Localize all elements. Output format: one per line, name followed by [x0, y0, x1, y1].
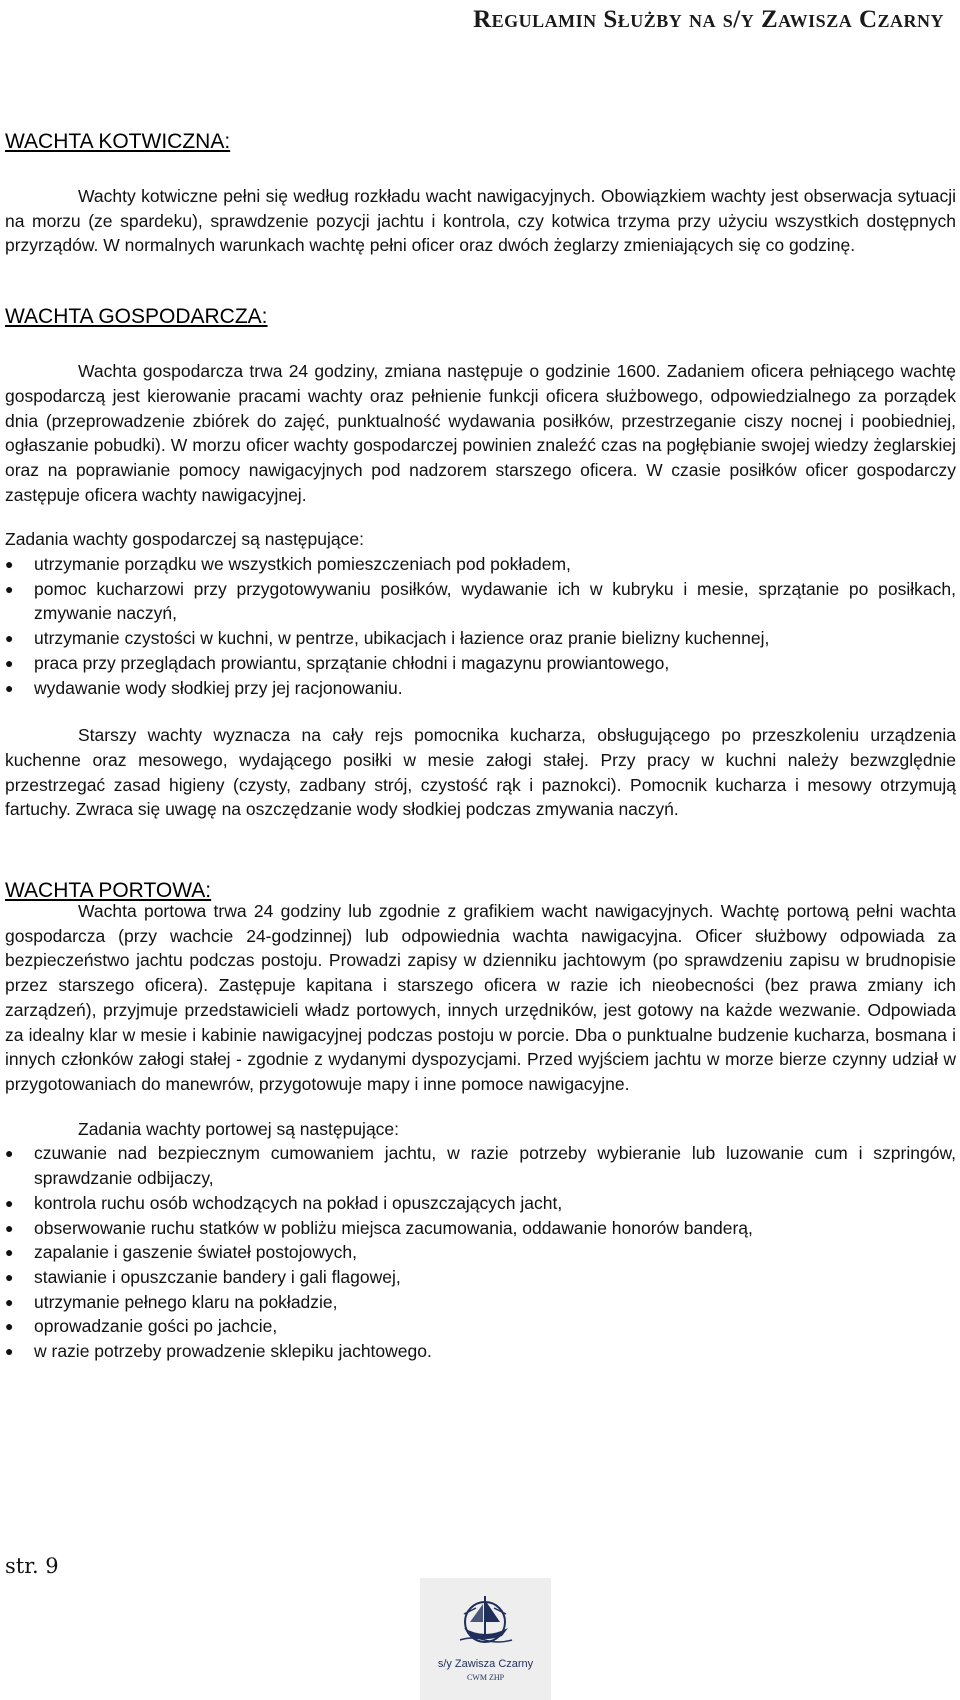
list-item: ● utrzymanie pełnego klaru na pokładzie, — [5, 1290, 956, 1315]
list-item: ● stawianie i opuszczanie bandery i gali flagowej, — [5, 1265, 956, 1290]
running-header: Regulamin Służby na s/y Zawisza Czarny — [473, 6, 944, 33]
tasks-intro-gospodarcza: Zadania wachty gospodarczej są następujące: — [5, 529, 364, 550]
list-item: ● wydawanie wody słodkiej przy jej racjonowaniu. — [5, 676, 956, 701]
tasks-list-gospodarcza — [5, 552, 956, 700]
logo — [420, 1578, 551, 1700]
bullet-icon: ● — [5, 630, 14, 647]
list-item: ● utrzymanie porządku we wszystkich pomieszczeniach pod pokładem, — [5, 552, 956, 577]
bullet-icon: ● — [5, 1244, 14, 1261]
paragraph-gospodarcza-1: Wachta gospodarcza trwa 24 godziny, zmiana następuje o godzinie 1600. Zadaniem oficera pełniącego wachtę gospodarczą jest kierowanie pracami wachty oraz pełnienie funkcji oficera służbowego, odpowiedzialnego za porządek dnia (przeprowadzenie zbiórek do zajęć, punktualność wydawania posiłków, przestrzeganie ciszy nocnej i poobiedniej, ogłaszanie pobudki). W morzu oficer wachty gospodarczej powinien znaleźć czas na pogłębianie swojej wiedzy żeglarskiej oraz na poprawianie pomocy nawigacyjnych pod nadzorem starszego oficera. W czasie posiłków oficer gospodarczy zastępuje oficera wachty nawigacyjnej. — [5, 361, 956, 505]
list-item: ● praca przy przeglądach prowiantu, sprzątanie chłodni i magazynu prowiantowego, — [5, 651, 956, 676]
bullet-icon: ● — [5, 679, 14, 696]
ship-emblem-icon — [420, 1578, 551, 1658]
list-item: ● kontrola ruchu osób wchodzących na pokład i opuszczających jacht, — [5, 1191, 956, 1216]
tasks-intro-portowa: Zadania wachty portowej są następujące: — [78, 1118, 400, 1139]
logo-subcaption: CWM ZHP — [466, 1673, 505, 1682]
bullet-icon: ● — [5, 1343, 14, 1360]
bullet-icon: ● — [5, 654, 14, 671]
paragraph-gospodarcza-2: Starszy wachty wyznacza na cały rejs pomocnika kucharza, obsługującego po przeszkoleniu urządzenia kuchenne oraz mesowego, wydającego posiłki w mesie załogi stałej. Przy pracy w kuchni należy bezwzględnie przestrzegać zasad higieny (czysty, zadbany strój, czystość rąk i paznokci). Pomocnik kucharza i mesowy otrzymują fartuchy. Zwraca się uwagę na oszczędzanie wody słodkiej podczas zmywania naczyń. — [5, 725, 956, 820]
tasks-list-portowa — [5, 1141, 956, 1363]
list-item: ● obserwowanie ruchu statków w pobliżu miejsca zacumowania, oddawanie honorów banderą, — [5, 1216, 956, 1241]
paragraph-portowa: Wachta portowa trwa 24 godziny lub zgodnie z grafikiem wacht nawigacyjnych. Wachtę portową pełni wachta gospodarcza (przy wachcie 24-godzinnej) lub odpowiednia wachta nawigacyjna. Oficer służbowy odpowiada za bezpieczeństwo jachtu podczas postoju. Prowadzi zapisy w dzienniku jachtowym (po sprawdzeniu zapisu w brudnopisie przez starszego oficera). Zastępuje kapitana i starszego oficera w razie ich nieobecności (bez prawa zmiany ich zarządzeń), przyjmuje przedstawicieli władz portowych, innych urzędników, jest gotowy na każde wezwanie. Odpowiada za idealny klar w mesie i kabinie nawigacyjnej podczas postoju w porcie. Dba o punktualne budzenie kucharza, bosmana i innych członków załogi stałej - zgodnie z wydanymi dyspozycjami. Przed wyjściem jachtu w morze bierze czynny udział w przygotowaniach do manewrów, przygotowuje mapy i inne pomoce nawigacyjne. — [5, 901, 956, 1094]
document-body — [5, 128, 956, 1364]
bullet-icon: ● — [5, 1194, 14, 1211]
heading-wachta-portowa: WACHTA PORTOWA: — [5, 879, 212, 903]
bullet-icon: ● — [5, 1293, 14, 1310]
bullet-icon: ● — [5, 1268, 14, 1285]
bullet-icon: ● — [5, 1219, 14, 1236]
logo-caption: s/y Zawisza Czarny — [437, 1658, 534, 1670]
list-item: ● czuwanie nad bezpiecznym cumowaniem jachtu, w razie potrzeby wybieranie lub luzowanie cum i szpringów, sprawdzanie odbijaczy, — [5, 1143, 956, 1189]
bullet-icon: ● — [5, 1318, 14, 1335]
list-item: ● pomoc kucharzowi przy przygotowywaniu posiłków, wydawanie ich w kubryku i mesie, sprzątanie po posiłkach, zmywanie naczyń, — [5, 578, 956, 624]
list-item: ● w razie potrzeby prowadzenie sklepiku jachtowego. — [5, 1339, 956, 1364]
bullet-icon: ● — [5, 556, 14, 573]
list-item: ● zapalanie i gaszenie świateł postojowych, — [5, 1240, 956, 1265]
page-number: str. 9 — [5, 1554, 59, 1578]
heading-wachta-kotwiczna: WACHTA KOTWICZNA: — [5, 130, 231, 153]
paragraph-kotwiczna: Wachty kotwiczne pełni się według rozkładu wacht nawigacyjnych. Obowiązkiem wachty jest obserwacja sytuacji na morzu (ze spardeku), sprawdzenie pozycji jachtu i kontrola, czy kotwica trzyma przy użyciu wszystkich dostępnych przyrządów. W normalnych warunkach wachtę pełni oficer oraz dwóch żeglarzy zmieniających się co godzinę. — [5, 186, 956, 256]
list-item: ● utrzymanie czystości w kuchni, w pentrze, ubikacjach i łazience oraz pranie bielizny kuchennej, — [5, 626, 956, 651]
list-item: ● oprowadzanie gości po jachcie, — [5, 1314, 956, 1339]
heading-wachta-gospodarcza: WACHTA GOSPODARCZA: — [5, 305, 268, 329]
bullet-icon: ● — [5, 1145, 14, 1162]
bullet-icon: ● — [5, 580, 14, 597]
